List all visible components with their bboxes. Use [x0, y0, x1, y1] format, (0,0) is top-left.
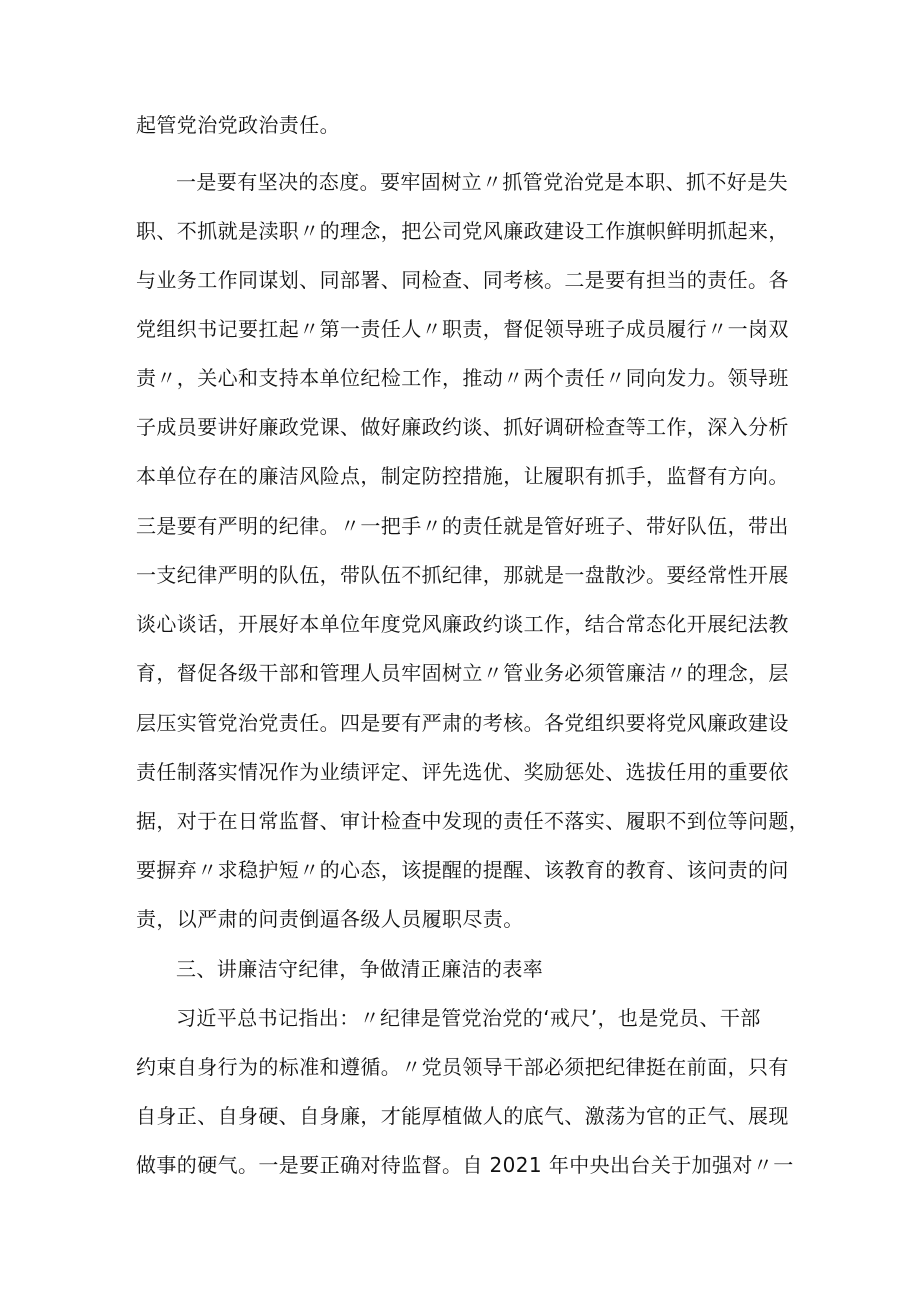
text-line: 自身正、自身硬、自身廉，才能厚植做人的底气、激荡为官的正气、展现 — [136, 1104, 789, 1128]
text-line: 责，以严肃的问责倒逼各级人员履职尽责。 — [136, 907, 524, 931]
text-line: 党组织书记要扛起〃第一责任人〃职责，督促领导班子成员履行〃一岗双 — [136, 317, 789, 341]
section-heading: 三、讲廉洁守纪律，争做清正廉洁的表率 — [176, 957, 544, 981]
text-line: 一支纪律严明的队伍，带队伍不抓纪律，那就是一盘散沙。要经常性开展 — [136, 563, 789, 587]
text-line: 层压实管党治党责任。四是要有严肃的考核。各党组织要将党风廉政建设 — [136, 711, 789, 735]
text-line: 约束自身行为的标准和遵循。〃党员领导干部必须把纪律挺在前面，只有 — [136, 1055, 789, 1079]
text-line: 与业务工作同谋划、同部署、同检查、同考核。二是要有担当的责任。各 — [136, 268, 789, 292]
text-line: 起管党治党政治责任。 — [136, 113, 340, 137]
text-line: 责任制落实情况作为业绩评定、评先选优、奖励惩处、选拔任用的重要依 — [136, 760, 789, 784]
text-line: 子成员要讲好廉政党课、做好廉政约谈、抓好调研检查等工作，深入分析 — [136, 415, 789, 439]
text-line: 习近平总书记指出：〃纪律是管党治党的‘戒尺’，也是党员、干部 — [176, 1006, 761, 1030]
text-line: 三是要有严明的纪律。〃一把手〃的责任就是管好班子、带好队伍，带出 — [136, 514, 789, 538]
text-line: 责〃，关心和支持本单位纪检工作，推动〃两个责任〃同向发力。领导班 — [136, 366, 789, 390]
text-line: 谈心谈话，开展好本单位年度党风廉政约谈工作，结合常态化开展纪法教 — [136, 612, 789, 636]
text-line: 职、不抓就是渎职〃的理念，把公司党风廉政建设工作旗帜鲜明抓起来， — [136, 219, 789, 243]
text-line: 据，对于在日常监督、审计检查中发现的责任不落实、履职不到位等问题， — [136, 809, 810, 833]
text-line: 育，督促各级干部和管理人员牢固树立〃管业务必须管廉洁〃的理念，层 — [136, 661, 789, 685]
text-line: 要摒弃〃求稳护短〃的心态，该提醒的提醒、该教育的教育、该问责的问 — [136, 858, 789, 882]
text-line: 本单位存在的廉洁风险点，制定防控措施，让履职有抓手，监督有方向。 — [136, 464, 789, 488]
text-line: 一是要有坚决的态度。要牢固树立〃抓管党治党是本职、抓不好是失 — [176, 170, 788, 194]
text-line: 做事的硬气。一是要正确对待监督。自 2021 年中央出台关于加强对〃一 — [136, 1153, 794, 1177]
